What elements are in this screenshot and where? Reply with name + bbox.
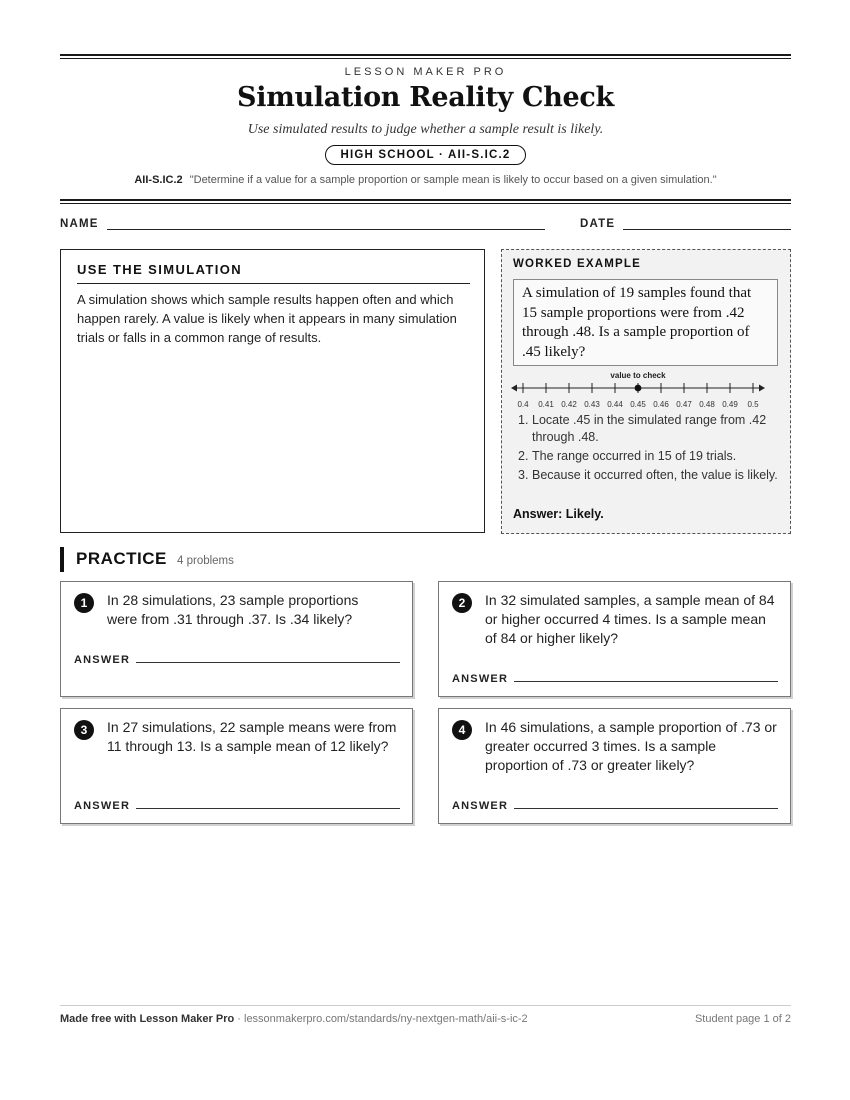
- step-item: [513, 467, 783, 484]
- number-line-marker-dot: [635, 385, 642, 392]
- worked-example-answer: Answer: Likely.: [513, 507, 604, 521]
- footer-credit: [60, 1013, 528, 1025]
- step-item: [513, 448, 783, 465]
- number-line-tick-label: 0.49: [722, 400, 738, 409]
- problem-number-badge: 2: [452, 593, 472, 613]
- name-field[interactable]: [107, 229, 545, 230]
- divider: [77, 283, 470, 284]
- step-item: [513, 412, 783, 446]
- practice-card-3: [60, 708, 413, 824]
- number-line-tick-label: 0.45: [630, 400, 646, 409]
- answer-label: ANSWER: [452, 800, 509, 812]
- answer-field[interactable]: [514, 681, 778, 682]
- answer-label: ANSWER: [74, 654, 131, 666]
- step-text: The range occurred in 15 of 19 trials.: [532, 449, 737, 463]
- number-line-tick-label: 0.5: [747, 400, 759, 409]
- worksheet-page: [60, 0, 791, 1100]
- number-line-tick-label: 0.4: [517, 400, 529, 409]
- problem-number-badge: 1: [74, 593, 94, 613]
- number-line-tick-label: 0.48: [699, 400, 715, 409]
- step-number: 1.: [518, 413, 529, 427]
- use-simulation-body: A simulation shows which sample results happen often and which happen rarely. A value is likely when it appears in many simulation trials or falls in a common range of results.: [77, 292, 457, 345]
- number-line-tick-label: 0.47: [676, 400, 692, 409]
- footer-page-number: Student page 1 of 2: [694, 1013, 791, 1025]
- step-text: Because it occurred often, the value is likely.: [532, 468, 778, 482]
- footer-url[interactable]: · lessonmakerpro.com/standards/ny-nextgen-math/aii-s-ic-2: [237, 1013, 528, 1025]
- number-line-tick-label: 0.41: [538, 400, 554, 409]
- practice-card-2: [438, 581, 791, 697]
- standard-description: [60, 174, 791, 186]
- problem-number-badge: 3: [74, 720, 94, 740]
- number-line-marker-label: value to check: [610, 371, 666, 380]
- number-line-tick-label: 0.44: [607, 400, 623, 409]
- practice-accent-bar: [60, 547, 64, 572]
- name-label: NAME: [60, 218, 99, 230]
- standard-text: "Determine if a value for a sample proportion or sample mean is likely to occur based on a given simulation.": [189, 174, 717, 186]
- step-text: Locate .45 in the simulated range from .42 through .48.: [532, 413, 767, 444]
- standard-code: AII-S.IC.2: [134, 174, 183, 186]
- header-top-rule: [60, 54, 791, 59]
- problem-text: In 32 simulated samples, a sample mean of 84 or higher occurred 4 times. Is a sample mean of 84 or higher likely?: [485, 592, 775, 646]
- worked-example-heading: WORKED EXAMPLE: [513, 258, 641, 270]
- problem-text: In 46 simulations, a sample proportion of .73 or greater occurred 3 times. Is a sample proportion of .73 or greater likely?: [485, 719, 777, 773]
- page-title: Simulation Reality Check: [237, 82, 614, 113]
- level-badge: HIGH SCHOOL · AII-S.IC.2: [325, 145, 525, 165]
- footer-brand: Made free with Lesson Maker Pro: [60, 1013, 235, 1025]
- practice-card-1: [60, 581, 413, 697]
- problem-text: In 27 simulations, 22 sample means were from 11 through 13. Is a sample mean of 12 likely?: [107, 719, 397, 754]
- step-number: 2.: [518, 449, 529, 463]
- number-line-tick-label: 0.46: [653, 400, 669, 409]
- problem-text: In 28 simulations, 23 sample proportions were from .31 through .37. Is .34 likely?: [107, 592, 359, 627]
- worked-example-question: A simulation of 19 samples found that 15 sample proportions were from .42 through .48. Is a sample proportion of .45 likely?: [513, 279, 778, 366]
- answer-field[interactable]: [514, 808, 778, 809]
- answer-field[interactable]: [136, 662, 400, 663]
- step-number: 3.: [518, 468, 529, 482]
- worked-example-steps: [513, 412, 783, 486]
- date-label: DATE: [580, 218, 616, 230]
- answer-label: ANSWER: [74, 800, 131, 812]
- answer-label: ANSWER: [452, 673, 509, 685]
- footer-rule: [60, 1005, 791, 1006]
- number-line-tick-label: 0.43: [584, 400, 600, 409]
- worked-example-box: [501, 249, 791, 534]
- header-bottom-rule: [60, 199, 791, 204]
- use-simulation-heading: USE THE SIMULATION: [77, 262, 243, 277]
- brand-name: LESSON MAKER PRO: [344, 66, 507, 78]
- right-arrow-icon: [759, 385, 765, 392]
- date-field[interactable]: [623, 229, 791, 230]
- answer-field[interactable]: [136, 808, 400, 809]
- use-simulation-box: [60, 249, 485, 533]
- problem-number-badge: 4: [452, 720, 472, 740]
- practice-title: PRACTICE: [76, 549, 167, 568]
- practice-count: 4 problems: [177, 555, 234, 567]
- level-badge-wrap: [60, 145, 791, 165]
- page-subtitle: Use simulated results to judge whether a sample result is likely.: [247, 122, 604, 137]
- left-arrow-icon: [511, 385, 517, 392]
- number-line-tick-label: 0.42: [561, 400, 577, 409]
- practice-card-4: [438, 708, 791, 824]
- number-line: [510, 368, 784, 412]
